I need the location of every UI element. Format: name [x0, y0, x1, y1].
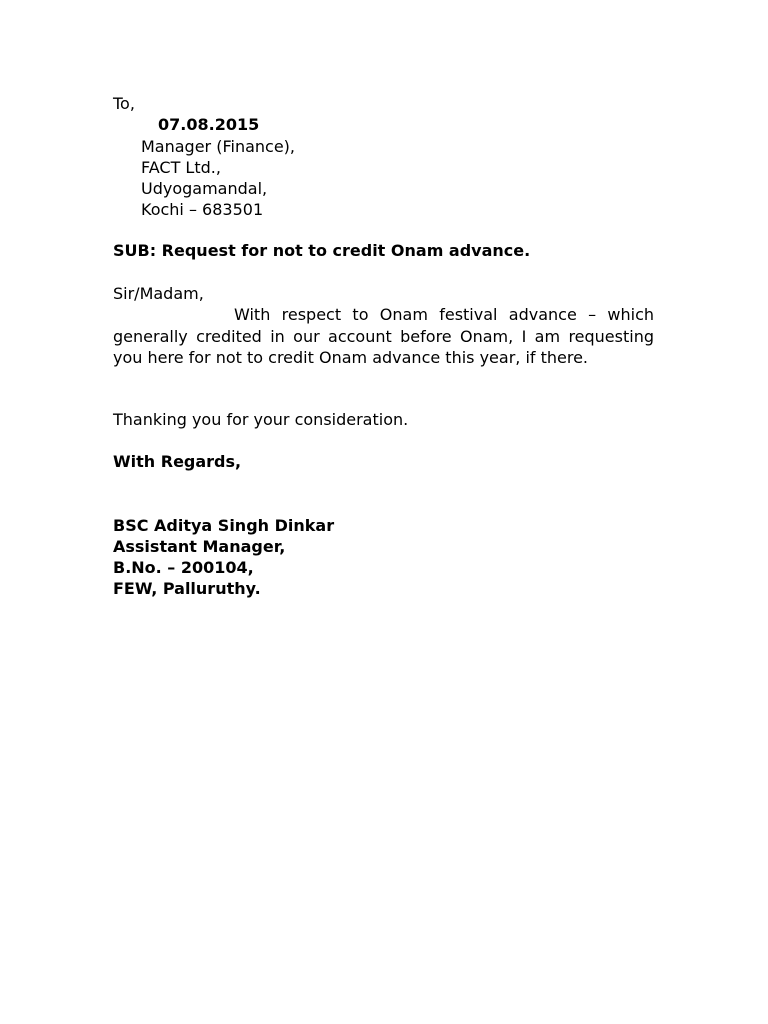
subject-line: SUB: Request for not to credit Onam advance. [113, 241, 531, 260]
sender-badge-number: B.No. – 200104, [113, 558, 254, 577]
recipient-line-1: Manager (Finance), [141, 137, 295, 156]
sender-location: FEW, Palluruthy. [113, 579, 261, 598]
sender-name: BSC Aditya Singh Dinkar [113, 516, 335, 535]
to-label: To, [113, 94, 135, 113]
sender-designation: Assistant Manager, [113, 537, 286, 556]
body-paragraph: With respect to Onam festival advance – which generally credited in our account before Onam, I am requesting you here for not to credit Onam advance this year, if there. [113, 305, 654, 367]
closing-line: With Regards, [113, 452, 242, 471]
recipient-line-4: Kochi – 683501 [141, 200, 264, 219]
greeting: Sir/Madam, [113, 284, 204, 303]
thanks-line: Thanking you for your consideration. [113, 410, 409, 429]
letter-date: 07.08.2015 [158, 115, 260, 134]
recipient-line-3: Udyogamandal, [141, 179, 268, 198]
recipient-line-2: FACT Ltd., [141, 158, 221, 177]
